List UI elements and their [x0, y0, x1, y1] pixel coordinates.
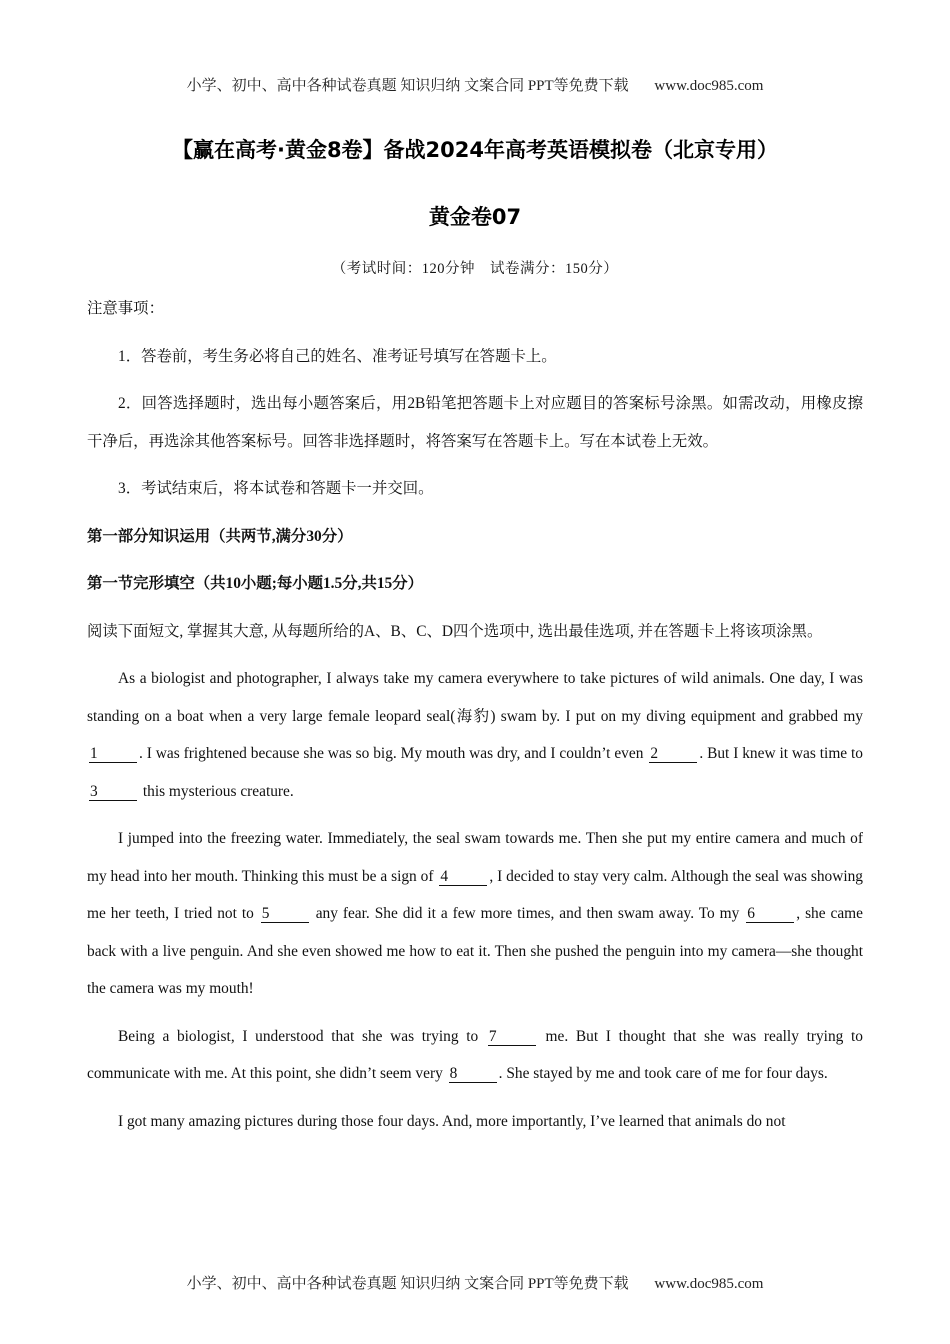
section1-heading: 第一节完形填空（共10小题;每小题1.5分,共15分） — [87, 575, 424, 592]
note-item-1: 1．答卷前，考生务必将自己的姓名、准考证号填写在答题卡上。 — [118, 347, 557, 365]
passage-text: . But I knew it was time to — [699, 745, 864, 762]
footer-url[interactable]: www.doc985.com — [654, 1276, 764, 1292]
passage-text: this mysterious creature. — [139, 782, 294, 800]
passage-text: , I decided to stay very calm. Although the seal was showing me her teeth, I tried not to — [87, 867, 863, 922]
part1-heading: 第一部分知识运用（共两节,满分30分） — [87, 527, 353, 545]
blank-7: 7 — [488, 1028, 536, 1046]
passage-text: . I was frightened because she was so big. My mouth was dry, and I couldn’t even — [139, 745, 648, 762]
exam-body — [87, 290, 863, 1140]
passage-text: I got many amazing pictures during those four days. And, more importantly, I’ve learned that animals do not — [118, 1112, 786, 1130]
page-header — [0, 74, 950, 95]
passage-text: , she came back with a live penguin. And she even showed me how to eat it. Then she pushed the penguin into my camera—she thought the camera was my mouth! — [87, 905, 863, 997]
blank-4: 4 — [439, 868, 487, 886]
blank-6: 6 — [746, 905, 794, 923]
note-item-2: 2．回答选择题时，选出每小题答案后，用2B铅笔把答题卡上对应题目的答案标号涂黑。如需改动，用橡皮擦干净后，再选涂其他答案标号。回答非选择题时，将答案写在答题卡上。写在本试卷上无效。 — [87, 395, 863, 450]
blank-1: 1 — [89, 745, 137, 763]
notes-heading: 注意事项： — [87, 300, 164, 317]
exam-info: （考试时间：120分钟 试卷满分：150分） — [331, 261, 619, 277]
exam-subtitle: 黄金卷07 — [428, 205, 522, 229]
passage-text: Being a biologist, I understood that she was trying to — [118, 1027, 486, 1045]
blank-5: 5 — [261, 905, 309, 923]
passage-paragraph-2 — [87, 820, 863, 1008]
instructions: 阅读下面短文, 掌握其大意, 从每题所给的A、B、C、D四个选项中, 选出最佳选项, 并在答题卡上将该项涂黑。 — [87, 622, 823, 640]
passage-text: . She stayed by me and took care of me for four days. — [498, 1065, 828, 1082]
passage-paragraph-3 — [87, 1018, 863, 1093]
passage-text: any fear. She did it a few more times, and then swam away. To my — [310, 905, 745, 922]
exam-title: 【赢在高考·黄金8卷】备战2024年高考英语模拟卷（北京专用） — [171, 138, 779, 162]
blank-8: 8 — [449, 1065, 497, 1083]
note-item-3: 3．考试结束后，将本试卷和答题卡一并交回。 — [118, 480, 434, 497]
header-url[interactable]: www.doc985.com — [654, 78, 764, 94]
page-footer — [0, 1272, 950, 1293]
blank-3: 3 — [89, 783, 137, 801]
passage-text: I jumped into the freezing water. Immediately, the seal swam towards me. Then she put my entire camera and much of my head into her mouth. Thinking this must be a sign of — [87, 830, 863, 885]
passage-text: As a biologist and photographer, I always take my camera everywhere to take pictures of wild animals. One day, I was standing on a boat when a very large female leopard seal(海豹) swam by. I put on my diving equipment and grabbed my — [87, 670, 863, 725]
footer-slogan: 小学、初中、高中各种试卷真题 知识归纳 文案合同 PPT等免费下载 — [186, 1276, 629, 1292]
passage-paragraph-1 — [87, 660, 863, 810]
passage-text: me. But I thought that she was really trying to communicate with me. At this point, she didn’t seem very — [87, 1027, 863, 1082]
passage-paragraph-4 — [87, 1103, 863, 1141]
blank-2: 2 — [649, 745, 697, 763]
header-slogan: 小学、初中、高中各种试卷真题 知识归纳 文案合同 PPT等免费下载 — [186, 78, 629, 94]
